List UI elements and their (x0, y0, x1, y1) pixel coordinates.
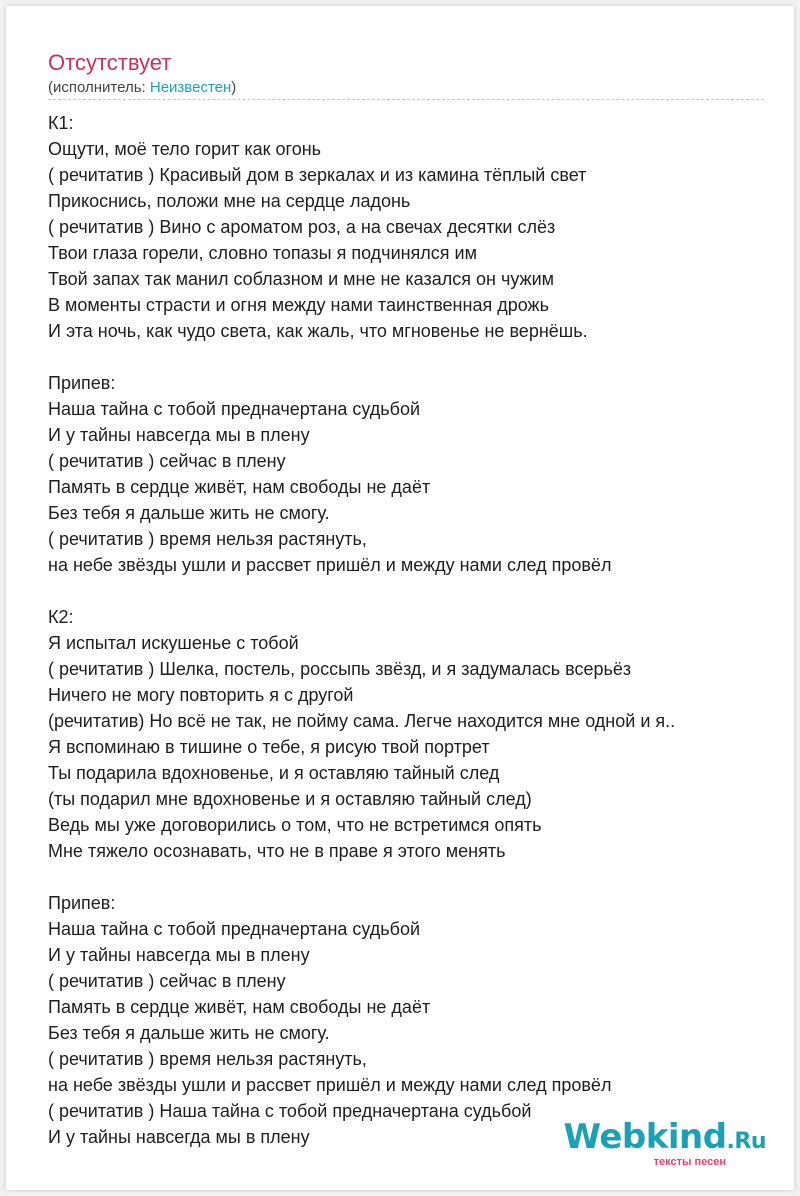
lyric-line: Без тебя я дальше жить не смогу. (48, 1023, 330, 1043)
lyric-line: Мне тяжело осознавать, что не в праве я этого менять (48, 841, 506, 861)
stanza-gap (48, 864, 788, 890)
lyric-line: Припев: (48, 893, 116, 913)
lyric-line: ( речитатив ) Вино с ароматом роз, а на свечах десятки слёз (48, 217, 556, 237)
lyric-line: Ведь мы уже договорились о том, что не встретимся опять (48, 815, 542, 835)
lyric-line: на небе звёзды ушли и рассвет пришёл и между нами след провёл (48, 555, 612, 575)
artist-line (48, 78, 236, 98)
lyric-line: ( речитатив ) время нельзя растянуть, (48, 1049, 367, 1069)
lyric-line: И у тайны навсегда мы в плену (48, 945, 310, 965)
lyric-line: И у тайны навсегда мы в плену (48, 425, 310, 445)
logo-brand: Webkind (563, 1117, 727, 1157)
artist-link[interactable]: Неизвестен (149, 79, 232, 96)
lyric-line: И у тайны навсегда мы в плену (48, 1127, 310, 1147)
lyric-line: Твой запах так манил соблазном и мне не казался он чужим (48, 269, 555, 289)
lyric-line: ( речитатив ) время нельзя растянуть, (48, 529, 367, 549)
lyric-line: Ты подарила вдохновенье, и я оставляю тайный след (48, 763, 500, 783)
logo-wordmark (564, 1119, 766, 1160)
artist-prefix: (исполнитель: (48, 79, 150, 96)
lyric-line: Ощути, моё тело горит как огонь (48, 139, 322, 159)
lyric-line: Припев: (48, 373, 116, 393)
lyric-line: Прикоснись, положи мне на сердце ладонь (48, 191, 411, 211)
lyric-line: ( речитатив ) Красивый дом в зеркалах и из камина тёплый свет (48, 165, 587, 185)
lyrics-block (48, 110, 788, 1150)
song-title: Отсутствует (48, 50, 172, 75)
lyric-line: на небе звёзды ушли и рассвет пришёл и между нами след провёл (48, 1075, 612, 1095)
lyric-line: Память в сердце живёт, нам свободы не даёт (48, 477, 431, 497)
lyric-line: ( речитатив ) сейчас в плену (48, 451, 286, 471)
lyric-line: Память в сердце живёт, нам свободы не даёт (48, 997, 431, 1017)
stanza-gap (48, 578, 788, 604)
lyric-line: Наша тайна с тобой предначертана судьбой (48, 919, 421, 939)
lyric-line: И эта ночь, как чудо света, как жаль, что мгновенье не вернёшь. (48, 321, 588, 341)
lyric-line: Ничего не могу повторить я с другой (48, 685, 354, 705)
lyric-line: (речитатив) Но всё не так, не пойму сама. Легче находится мне одной и я.. (48, 711, 676, 731)
lyric-line: К2: (48, 607, 74, 627)
lyric-line: ( речитатив ) Наша тайна с тобой предначертана судьбой (48, 1101, 532, 1121)
lyric-line: Я испытал искушенье с тобой (48, 633, 299, 653)
site-logo (564, 1119, 766, 1168)
lyric-line: ( речитатив ) Шелка, постель, россыпь звёзд, и я задумалась всерьёз (48, 659, 632, 679)
header-divider (48, 99, 764, 100)
logo-tagline: тексты песен (653, 1156, 726, 1168)
logo-tld: .Ru (726, 1129, 766, 1154)
stanza-gap (48, 344, 788, 370)
artist-suffix: ) (231, 79, 237, 96)
lyric-line: Наша тайна с тобой предначертана судьбой (48, 399, 421, 419)
lyric-line: В моменты страсти и огня между нами таинственная дрожь (48, 295, 549, 315)
lyric-line: (ты подарил мне вдохновенье и я оставляю тайный след) (48, 789, 532, 809)
page-frame (6, 6, 794, 1190)
lyric-line: ( речитатив ) сейчас в плену (48, 971, 286, 991)
lyric-line: Твои глаза горели, словно топазы я подчинялся им (48, 243, 477, 263)
lyric-line: Без тебя я дальше жить не смогу. (48, 503, 330, 523)
lyric-line: К1: (48, 113, 74, 133)
lyric-line: Я вспоминаю в тишине о тебе, я рисую твой портрет (48, 737, 490, 757)
